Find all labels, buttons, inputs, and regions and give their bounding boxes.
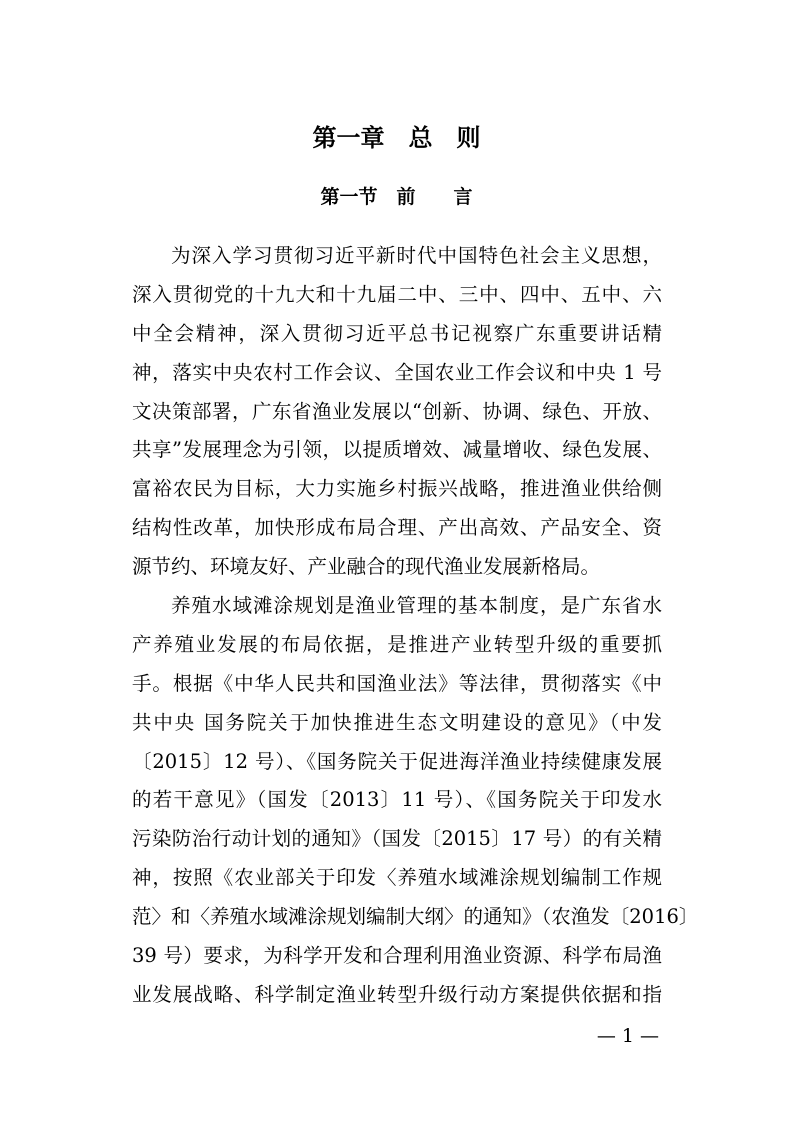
paragraph-line: 污染防治行动计划的通知》（国发〔2015〕17 号）的有关精 <box>132 827 662 851</box>
paragraph-line: 业发展战略、科学制定渔业转型升级行动方案提供依据和指 <box>132 982 662 1006</box>
paragraph-line: 养殖水域滩涂规划是渔业管理的基本制度，是广东省水 <box>171 594 662 618</box>
paragraph-line: 中全会精神，深入贯彻习近平总书记视察广东重要讲话精 <box>132 321 662 345</box>
paragraph-line: 源节约、环境友好、产业融合的现代渔业发展新格局。 <box>132 555 601 579</box>
paragraph-line: 产养殖业发展的布局依据，是推进产业转型升级的重要抓 <box>132 632 662 656</box>
paragraph-line: 手。根据《中华人民共和国渔业法》等法律，贯彻落实《中 <box>132 671 662 695</box>
paragraph-line: 为深入学习贯彻习近平新时代中国特色社会主义思想， <box>171 244 662 267</box>
section-title: 第一节 前 言 <box>320 186 473 208</box>
paragraph-line: 结构性改革，加快形成布局合理、产出高效、产品安全、资 <box>132 516 662 540</box>
paragraph-line: 〔2015〕12 号）、《国务院关于促进海洋渔业持续健康发展 <box>132 749 662 773</box>
paragraph-line: 的若干意见》（国发〔2013〕11 号）、《国务院关于印发水 <box>132 788 662 812</box>
page-number: — 1 — <box>596 1025 659 1047</box>
paragraph-line: 39 号）要求，为科学开发和合理利用渔业资源、科学布局渔 <box>132 944 662 968</box>
paragraph-line: 共享”发展理念为引领，以提质增效、减量增收、绿色发展、 <box>132 438 662 462</box>
paragraph-line: 神，按照《农业部关于印发〈养殖水域滩涂规划编制工作规 <box>132 866 662 890</box>
paragraph-line: 富裕农民为目标，大力实施乡村振兴战略，推进渔业供给侧 <box>132 477 662 501</box>
paragraph-line: 神，落实中央农村工作会议、全国农业工作会议和中央 1 号 <box>132 360 662 384</box>
paragraph-line: 共中央 国务院关于加快推进生态文明建设的意见》（中发 <box>132 710 662 734</box>
paragraph-line: 深入贯彻党的十九大和十九届二中、三中、四中、五中、六 <box>132 282 662 306</box>
paragraph-line: 文决策部署，广东省渔业发展以“创新、协调、绿色、开放、 <box>132 399 662 423</box>
paragraph-line: 范〉和〈养殖水域滩涂规划编制大纲〉的通知》（农渔发〔2016〕 <box>132 905 699 929</box>
body-text <box>132 237 699 1015</box>
chapter-title: 第一章 总 则 <box>312 123 481 152</box>
